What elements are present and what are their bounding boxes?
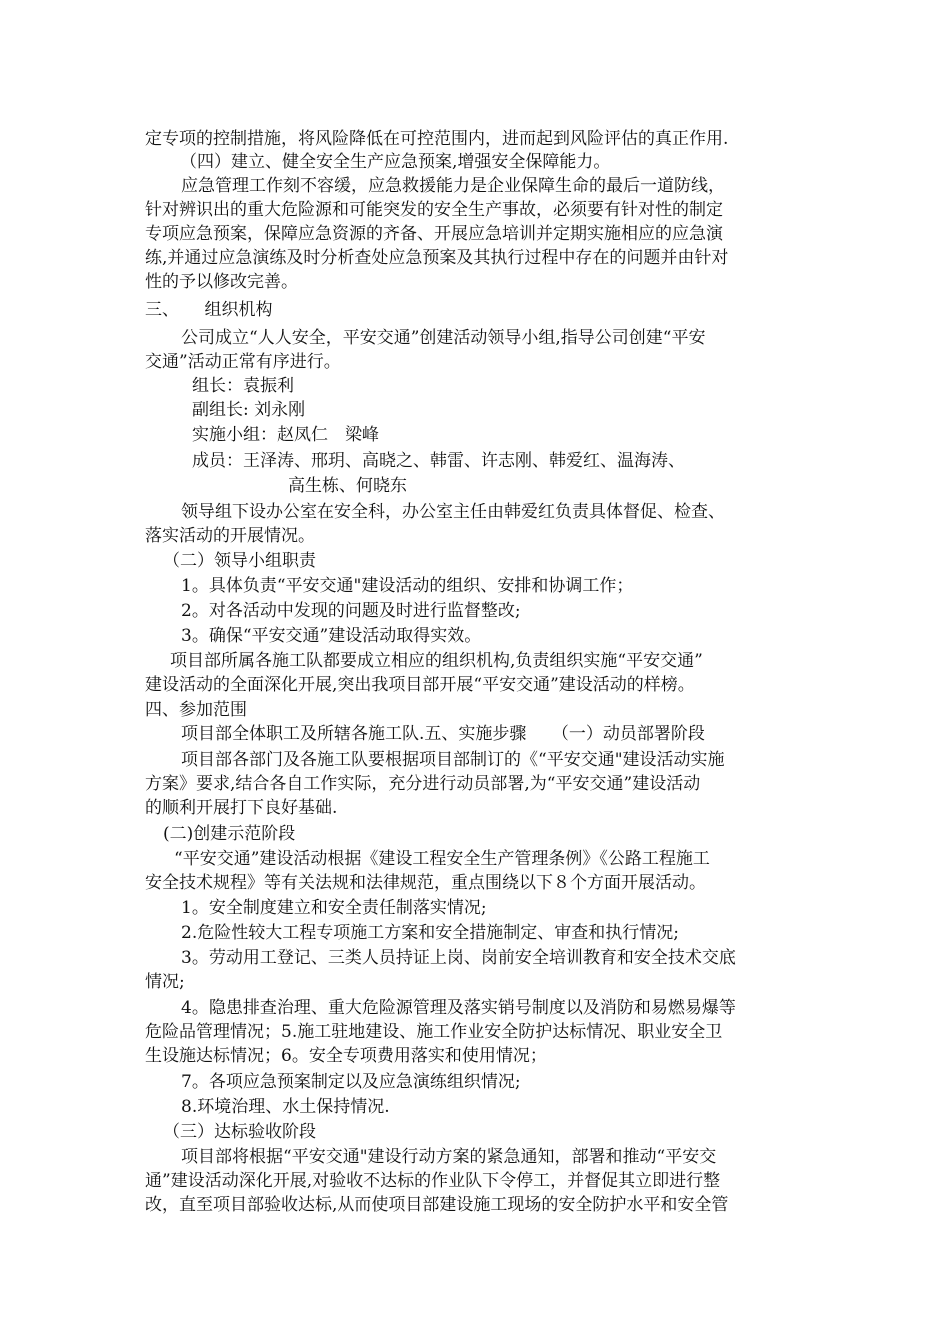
text-line: 3。确保“平安交通”建设活动取得实效。	[181, 626, 482, 646]
text-line: 高生栋、何晓东	[288, 476, 407, 496]
text-line: 应急管理工作刻不容缓，应急救援能力是企业保障生命的最后一道防线，	[181, 176, 725, 196]
text-line: 项目部全体职工及所辖各施工队.五、实施步骤 （一）动员部署阶段	[181, 724, 705, 744]
section-heading: 三、 组织机构	[145, 300, 273, 320]
text-line: 专项应急预案，保障应急资源的齐备、开展应急培训并定期实施相应的应急演	[145, 224, 723, 244]
text-line: 通”建设活动深化开展,对验收不达标的作业队下令停工，并督促其立即进行整	[145, 1171, 721, 1191]
text-line: 领导组下设办公室在安全科，办公室主任由韩爱红负责具体督促、检查、	[181, 502, 725, 522]
text-line: 实施小组：赵凤仁 梁峰	[192, 425, 379, 445]
text-line: 建设活动的全面深化开展,突出我项目部开展“平安交通”建设活动的样榜。	[145, 675, 695, 695]
text-line: 生设施达标情况；6。安全专项费用落实和使用情况；	[145, 1046, 547, 1066]
text-line: 性的予以修改完善。	[145, 272, 298, 292]
text-line: 7。各项应急预案制定以及应急演练组织情况;	[181, 1072, 521, 1092]
text-line: 的顺利开展打下良好基础.	[145, 798, 338, 818]
text-line: 1。安全制度建立和安全责任制落实情况;	[181, 898, 487, 918]
text-line: 练,并通过应急演练及时分析查处应急预案及其执行过程中存在的问题并由针对	[145, 248, 729, 268]
text-line: 1。具体负责“平安交通"建设活动的组织、安排和协调工作；	[181, 576, 634, 596]
text-line: 项目部所属各施工队都要成立相应的组织机构,负责组织实施“平安交通”	[170, 651, 703, 671]
text-line: 组长：袁振利	[192, 376, 294, 396]
text-line: 3。劳动用工登记、三类人员持证上岗、岗前安全培训教育和安全技术交底	[181, 948, 736, 968]
section-heading: （四）建立、健全安全生产应急预案,增强安全保障能力。	[180, 152, 611, 172]
text-line: 危险品管理情况；5.施工驻地建设、施工作业安全防护达标情况、职业安全卫	[145, 1022, 723, 1042]
text-line: 针对辨识出的重大危险源和可能突发的安全生产事故，必须要有针对性的制定	[145, 200, 723, 220]
section-heading: （二）领导小组职责	[163, 551, 316, 571]
text-line: “平安交通”建设活动根据《建设工程安全生产管理条例》《公路工程施工	[174, 849, 710, 869]
text-line: 4。隐患排查治理、重大危险源管理及落实销号制度以及消防和易燃易爆等	[181, 998, 736, 1018]
section-heading: (二)创建示范阶段	[163, 824, 296, 844]
section-heading: （三）达标验收阶段	[163, 1122, 316, 1142]
text-line: 8.环境治理、水土保持情况.	[181, 1097, 390, 1117]
text-line: 方案》要求,结合各自工作实际，充分进行动员部署,为“平安交通”建设活动	[145, 774, 701, 794]
text-line: 2。对各活动中发现的问题及时进行监督整改;	[181, 601, 521, 621]
text-line: 定专项的控制措施，将风险降低在可控范围内，进而起到风险评估的真正作用.	[145, 129, 729, 149]
section-heading: 四、参加范围	[145, 700, 247, 720]
text-line: 项目部各部门及各施工队要根据项目部制订的《“平安交通"建设活动实施	[181, 750, 725, 770]
text-line: 落实活动的开展情况。	[145, 526, 315, 546]
text-line: 成员：王泽涛、邢玥、高晓之、韩雷、许志刚、韩爱红、温海涛、	[192, 451, 685, 471]
text-line: 2.危险性较大工程专项施工方案和安全措施制定、审查和执行情况;	[181, 923, 679, 943]
text-line: 公司成立“人人安全，平安交通”创建活动领导小组,指导公司创建“平安	[181, 328, 706, 348]
text-line: 安全技术规程》等有关法规和法律规范，重点围绕以下８个方面开展活动。	[145, 873, 706, 893]
text-line: 副组长: 刘永刚	[192, 400, 306, 420]
text-line: 情况;	[145, 972, 185, 992]
text-line: 项目部将根据“平安交通"建设行动方案的紧急通知，部署和推动“平安交	[181, 1147, 717, 1167]
text-line: 改，直至项目部验收达标,从而使项目部建设施工现场的安全防护水平和安全管	[145, 1195, 729, 1215]
text-line: 交通”活动正常有序进行。	[145, 352, 341, 372]
